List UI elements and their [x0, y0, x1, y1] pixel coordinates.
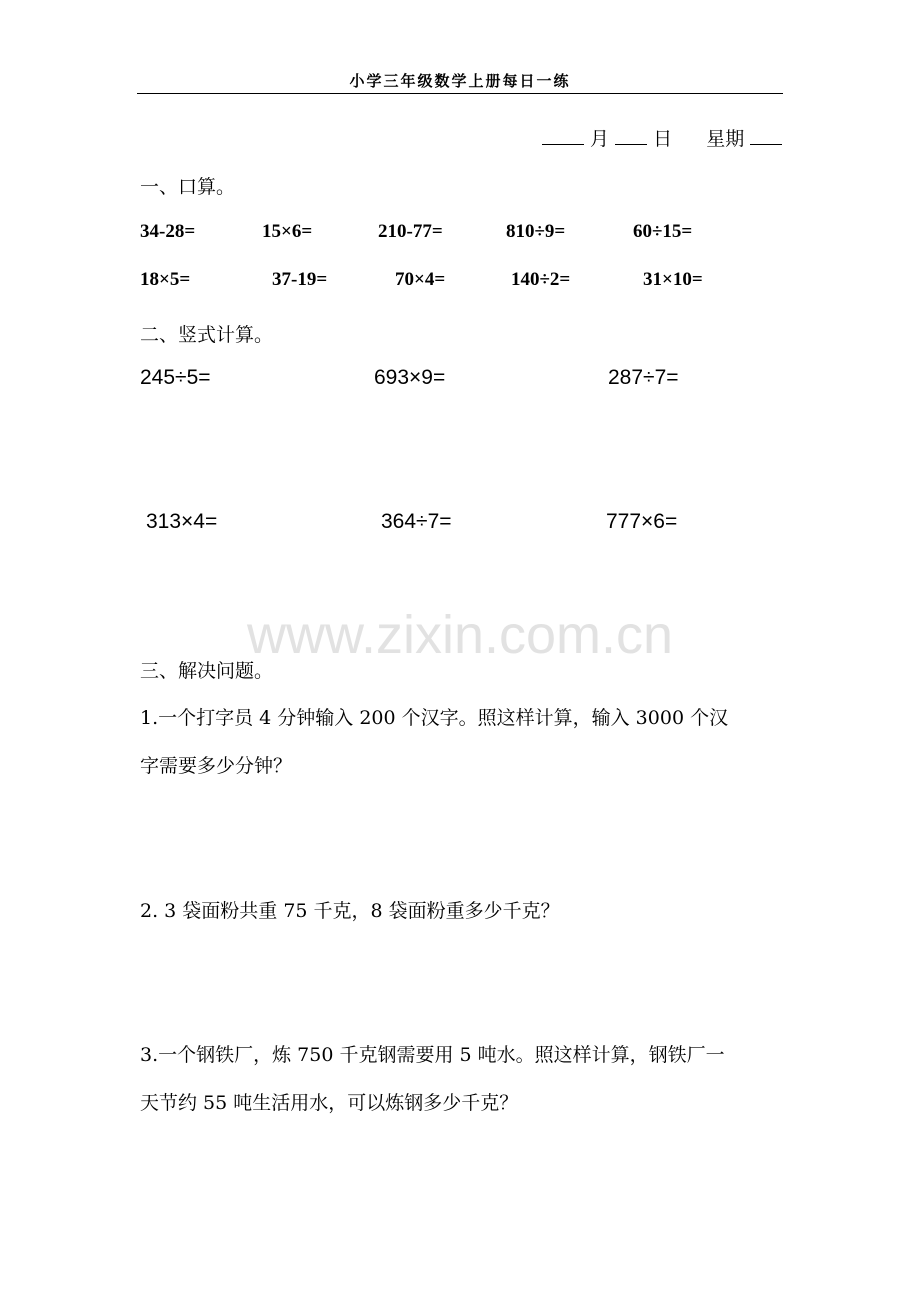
problem-1-line-1: 1.一个打字员 4 分钟输入 200 个汉字。照这样计算，输入 3000 个汉 — [140, 707, 729, 729]
mental-calc-item: 15×6= — [262, 221, 313, 242]
watermark: www.zixin.com.cn — [246, 605, 674, 665]
day-blank[interactable] — [615, 126, 647, 145]
mental-calc-item: 810÷9= — [506, 221, 566, 242]
mental-calc-item: 31×10= — [643, 269, 703, 290]
mental-calc-item: 37-19= — [272, 269, 328, 290]
weekday-label: 星期 — [706, 128, 745, 150]
vertical-calc-item: 313×4= — [146, 510, 218, 533]
vertical-calc-item: 777×6= — [606, 510, 678, 533]
month-blank[interactable] — [542, 126, 584, 145]
month-label: 月 — [590, 128, 610, 150]
problem-2: 2. 3 袋面粉共重 75 千克，8 袋面粉重多少千克？ — [140, 900, 560, 922]
header-rule — [137, 93, 783, 94]
section1-title: 一、口算。 — [140, 176, 236, 198]
vertical-calc-item: 693×9= — [374, 366, 446, 389]
mental-calc-item: 140÷2= — [511, 269, 571, 290]
date-line — [542, 124, 782, 151]
section2-title: 二、竖式计算。 — [140, 324, 274, 346]
mental-calc-item: 34-28= — [140, 221, 196, 242]
worksheet-title: 小学三年级数学上册每日一练 — [349, 72, 571, 90]
mental-calc-item: 210-77= — [378, 221, 443, 242]
mental-calc-item: 60÷15= — [633, 221, 693, 242]
day-label: 日 — [653, 128, 673, 150]
mental-calc-item: 18×5= — [140, 269, 191, 290]
section3-title: 三、解决问题。 — [140, 660, 274, 682]
vertical-calc-item: 245÷5= — [140, 366, 211, 389]
problem-1-line-2: 字需要多少分钟？ — [140, 755, 293, 777]
problem-3-line-1: 3.一个钢铁厂，炼 750 千克钢需要用 5 吨水。照这样计算，钢铁厂一 — [140, 1044, 725, 1066]
problem-3-line-2: 天节约 55 吨生活用水，可以炼钢多少千克？ — [140, 1092, 519, 1114]
weekday-blank[interactable] — [750, 126, 782, 145]
vertical-calc-item: 287÷7= — [608, 366, 679, 389]
vertical-calc-item: 364÷7= — [381, 510, 452, 533]
mental-calc-item: 70×4= — [395, 269, 446, 290]
